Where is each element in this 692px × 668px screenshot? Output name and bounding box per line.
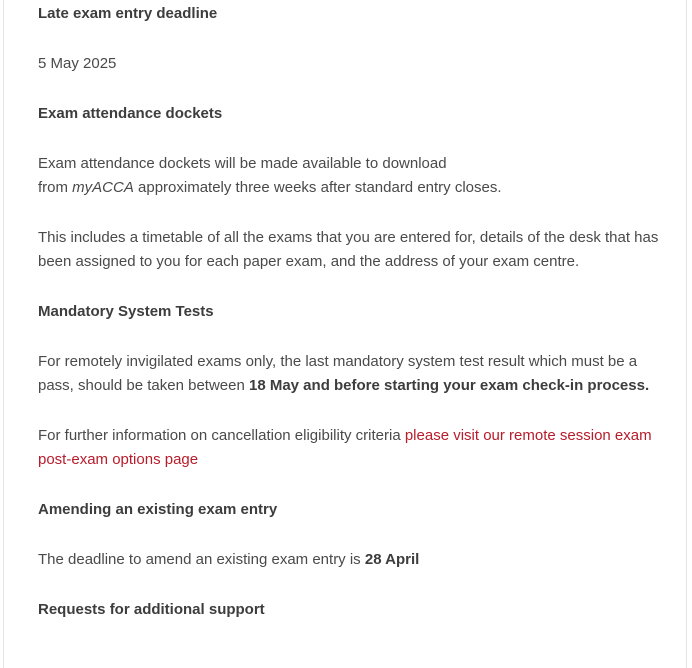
system-tests-heading: Mandatory System Tests [38, 303, 214, 320]
dockets-heading: Exam attendance dockets [38, 105, 223, 122]
late-entry-date: 5 May 2025 [38, 55, 117, 72]
system-tests-paragraph-1 [38, 350, 673, 398]
myacca-name: myACCA [72, 179, 134, 196]
dockets-paragraph-2: This includes a timetable of all the exams that you are entered for, details of the desk that has been assigned to you for each paper exam, and the address of your exam centre. [38, 229, 659, 270]
amending-paragraph [38, 548, 673, 572]
amending-text: The deadline to amend an existing exam entry is [38, 551, 365, 568]
article-body [38, 2, 673, 648]
system-tests-paragraph-2 [38, 424, 673, 472]
content-panel [3, 0, 687, 668]
system-tests-dates: 18 May and before starting your exam check-in process. [248, 377, 650, 394]
post-exam-options-link[interactable]: please visit our remote session exam post-exam options page [38, 427, 652, 468]
system-tests-text: For remotely invigilated exams only, the last mandatory system test result which must be a pass, should be taken between [38, 353, 638, 394]
dockets-line-1: Exam attendance dockets will be made available to download [38, 155, 447, 172]
cancellation-text: For further information on cancellation eligibility criteria [38, 427, 405, 444]
late-entry-heading: Late exam entry deadline [38, 5, 218, 22]
dockets-from: from [38, 179, 73, 196]
amending-heading: Amending an existing exam entry [38, 501, 278, 518]
dockets-paragraph-1 [38, 152, 673, 200]
dockets-rest: approximately three weeks after standard entry closes. [133, 179, 502, 196]
amending-deadline: 28 April [364, 551, 420, 568]
support-heading: Requests for additional support [38, 601, 265, 618]
